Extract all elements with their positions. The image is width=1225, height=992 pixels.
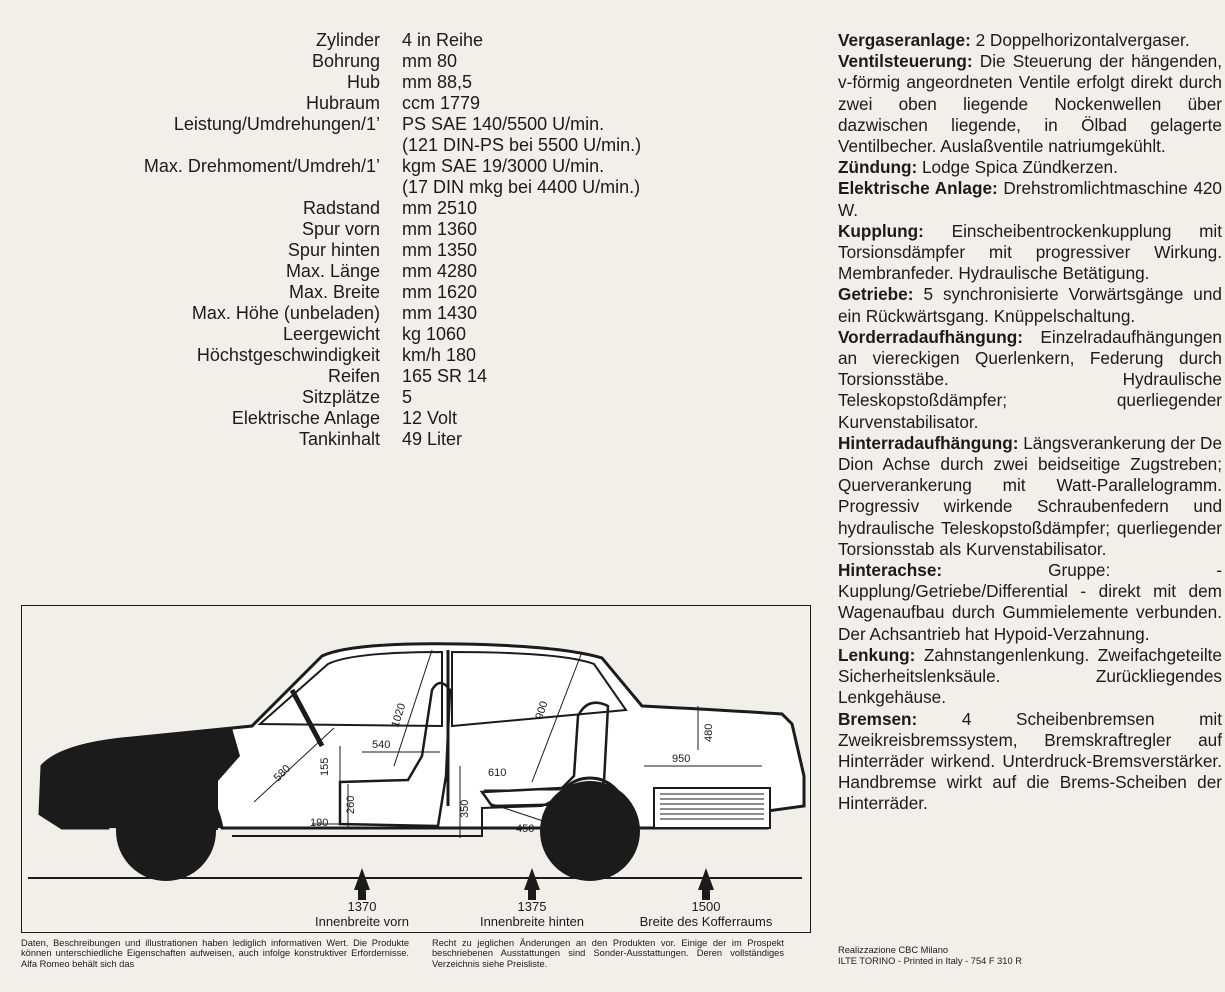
spec-row bbox=[0, 156, 800, 177]
tech-heading: Vergaseranlage: bbox=[838, 30, 971, 50]
spec-value: mm 88,5 bbox=[402, 72, 473, 92]
tech-text: Zahnstangenlenkung. Zweifachgeteilte Sicherheitslenksäule. Zurückliegendes Lenkgehäuse. bbox=[838, 644, 1222, 708]
marker-rear-width bbox=[462, 899, 602, 929]
tech-text: 4 Scheibenbremsen mit Zweikreisbremssystem, Bremskraftregler auf Hinterräder wirkend. Unterdruck-Bremsverstärker. Handbremse wirkt auf die Brems-Scheiben der Hinterräder. bbox=[838, 708, 1222, 814]
spec-value: (17 DIN mkg bei 4400 U/min.) bbox=[402, 177, 641, 197]
spec-value: mm 1350 bbox=[402, 240, 478, 260]
dim-900: 900 bbox=[533, 699, 551, 721]
tech-text: Einscheibentrockenkupplung mit Torsionsdämpfer mit progressiver Wirkung. Membranfeder. Hydraulische Betätigung. bbox=[838, 220, 1222, 284]
spec-row bbox=[0, 387, 800, 408]
tech-section bbox=[838, 284, 1222, 326]
spec-label: Radstand bbox=[302, 198, 380, 218]
tech-text: Drehstromlichtmaschine 420 W. bbox=[838, 178, 1222, 220]
tech-heading: Zündung: bbox=[838, 157, 918, 178]
spec-row bbox=[0, 408, 800, 429]
spec-value: mm 1430 bbox=[402, 303, 478, 323]
dim-480: 480 bbox=[703, 723, 715, 742]
dim-155: 155 bbox=[319, 757, 331, 776]
spec-value: km/h 180 bbox=[402, 345, 477, 365]
printer-line-2: ILTE TORINO - Printed in Italy - 754 F 310 R bbox=[838, 956, 1022, 966]
tech-section bbox=[838, 221, 1222, 285]
marker-front-width-value: 1370 bbox=[347, 899, 377, 914]
spec-row bbox=[0, 114, 800, 135]
tech-text: Einzelradaufhängungen an viereckigen Querlenkern, Federung durch Torsionsstäbe. Hydraulische Teleskopstoßdämpfer; querliegender Kurvenstabilisator. bbox=[838, 326, 1222, 432]
spec-label: Max. Höhe (unbeladen) bbox=[191, 303, 380, 323]
spec-row bbox=[0, 324, 800, 345]
tech-section bbox=[838, 433, 1222, 560]
dim-190: 190 bbox=[310, 817, 329, 829]
tech-heading: Ventilsteuerung: bbox=[838, 51, 973, 72]
marker-rear-width-value: 1375 bbox=[517, 899, 547, 914]
tech-heading: Bremsen: bbox=[838, 708, 918, 729]
arrow-innenbreite-hinten bbox=[524, 868, 540, 900]
spec-label: Max. Drehmoment/Umdreh/1’ bbox=[143, 156, 380, 176]
spec-label: Tankinhalt bbox=[298, 429, 380, 449]
footnote-printer bbox=[838, 945, 1138, 967]
tech-text: Längsverankerung der De Dion Achse durch zwei beidseitige Zugstreben; Querverankerung mit Watt-Parallelogramm. Progressiv wirkende Schraubenfedern und hydraulische Teleskopstoßdämpfer; querliegender Torsionsstab als Kurvenstabilisator. bbox=[838, 432, 1222, 559]
tech-section bbox=[838, 327, 1222, 433]
tech-section bbox=[838, 178, 1222, 220]
width-arrows bbox=[354, 868, 714, 900]
spec-value: (121 DIN-PS bei 5500 U/min.) bbox=[402, 135, 642, 155]
spec-label: Spur vorn bbox=[301, 219, 380, 239]
dim-950: 950 bbox=[672, 753, 691, 765]
footnote-rights: Recht zu jeglichen Änderungen an den Produkten vor. Einige der im Prospekt beschriebenen Ausstattungen sind Sonder-Ausstattungen. Deren vollständiges Verzeichnis siehe Preisliste. bbox=[432, 938, 784, 969]
dim-610: 610 bbox=[488, 767, 507, 779]
spec-row bbox=[0, 429, 800, 450]
front-wheel bbox=[116, 781, 216, 881]
spec-label: Reifen bbox=[327, 366, 380, 386]
spec-value: mm 1620 bbox=[402, 282, 478, 302]
spec-row bbox=[0, 366, 800, 387]
spec-value: 4 in Reihe bbox=[402, 30, 484, 50]
dim-580: 580 bbox=[271, 762, 294, 785]
spec-label: Max. Länge bbox=[285, 261, 380, 281]
technical-description bbox=[838, 30, 1222, 815]
spec-value: mm 2510 bbox=[402, 198, 478, 218]
spec-label: Sitzplätze bbox=[301, 387, 380, 407]
spec-row bbox=[0, 72, 800, 93]
spec-row bbox=[0, 345, 800, 366]
dim-350: 350 bbox=[459, 799, 471, 818]
spec-value: ccm 1779 bbox=[402, 93, 481, 113]
car-side-section-svg bbox=[22, 606, 810, 932]
spec-value: mm 80 bbox=[402, 51, 458, 71]
spec-value: 5 bbox=[402, 387, 413, 407]
spec-row bbox=[0, 219, 800, 240]
tech-heading: Hinterradaufhängung: bbox=[838, 432, 1019, 453]
spec-label: Leistung/Umdrehungen/1’ bbox=[173, 114, 380, 134]
spec-row bbox=[0, 261, 800, 282]
tech-section bbox=[838, 709, 1222, 815]
tech-text: 5 synchronisierte Vorwärtsgänge und ein Rückwärtsgang. Knüppelschaltung. bbox=[838, 284, 1222, 326]
spec-row bbox=[0, 135, 800, 156]
spec-label bbox=[0, 135, 402, 156]
car-dimension-drawing bbox=[21, 605, 811, 933]
spec-row bbox=[0, 282, 800, 303]
tech-section bbox=[838, 51, 1222, 157]
marker-front-width-label: Innenbreite vorn bbox=[315, 914, 409, 929]
dim-450: 450 bbox=[516, 823, 535, 835]
spec-label: Zylinder bbox=[315, 30, 380, 50]
tech-text: Die Steuerung der hängenden, v-förmig angeordneten Ventile erfolgt direkt durch zwei oben liegende Nockenwellen über dazwischen liegende, in Ölbad gelagerte Ventilbecher. Auslaßventile natriumgekühlt. bbox=[838, 51, 1222, 157]
spec-value: 12 Volt bbox=[402, 408, 458, 428]
tech-heading: Hinterachse: bbox=[838, 560, 943, 581]
tech-section bbox=[838, 560, 1222, 645]
spec-label: Max. Breite bbox=[288, 282, 380, 302]
tech-heading: Lenkung: bbox=[838, 644, 916, 665]
tech-text: Gruppe: - Kupplung/Getriebe/Differential - direkt mit dem Wagenaufbau durch Gummielemente verbunden. Der Achsantrieb hat Hypoid-Verzahnung. bbox=[838, 560, 1222, 644]
dim-540: 540 bbox=[372, 739, 391, 751]
tech-heading: Getriebe: bbox=[838, 284, 914, 305]
spec-label: Bohrung bbox=[311, 51, 380, 71]
arrow-innenbreite-vorn bbox=[354, 868, 370, 900]
spec-label: Hubraum bbox=[305, 93, 380, 113]
dim-260: 260 bbox=[345, 795, 357, 814]
tech-section bbox=[838, 645, 1222, 709]
spec-value: 49 Liter bbox=[402, 429, 463, 449]
spec-row bbox=[0, 177, 800, 198]
spec-label: Elektrische Anlage bbox=[231, 408, 380, 428]
spec-row bbox=[0, 93, 800, 114]
spec-value: mm 1360 bbox=[402, 219, 478, 239]
footnote-disclaimer: Daten, Beschreibungen und illustrationen haben lediglich informativen Wert. Die Produkte können unterschiedliche Eigenschaften aufweisen, auch infolge konstruktiver Erfordernisse. Alfa Romeo behält sich das bbox=[21, 938, 409, 969]
tech-heading: Kupplung: bbox=[838, 220, 924, 241]
spec-row bbox=[0, 303, 800, 324]
marker-trunk-width-value: 1500 bbox=[691, 899, 721, 914]
spec-label bbox=[0, 177, 402, 198]
spec-value: PS SAE 140/5500 U/min. bbox=[402, 114, 605, 134]
arrow-kofferraum bbox=[698, 868, 714, 900]
printer-line-1: Realizzazione CBC Milano bbox=[838, 945, 949, 955]
marker-trunk-width bbox=[622, 899, 790, 929]
spec-row bbox=[0, 240, 800, 261]
spec-label: Höchstgeschwindigkeit bbox=[196, 345, 380, 365]
marker-trunk-width-label: Breite des Kofferraums bbox=[639, 914, 773, 929]
tech-heading: Elektrische Anlage: bbox=[838, 178, 998, 199]
marker-rear-width-label: Innenbreite hinten bbox=[479, 914, 585, 929]
spec-row bbox=[0, 198, 800, 219]
spec-row bbox=[0, 51, 800, 72]
spec-label: Hub bbox=[346, 72, 380, 92]
spec-value: kgm SAE 19/3000 U/min. bbox=[402, 156, 605, 176]
tech-section bbox=[838, 30, 1222, 51]
tech-text: Lodge Spica Zündkerzen. bbox=[917, 157, 1118, 178]
spec-label: Leergewicht bbox=[282, 324, 380, 344]
tech-heading: Vorderradaufhängung: bbox=[838, 326, 1023, 347]
tech-section bbox=[838, 157, 1222, 178]
marker-front-width bbox=[296, 899, 428, 929]
dim-1020: 1020 bbox=[389, 701, 409, 729]
spec-value: kg 1060 bbox=[402, 324, 467, 344]
spec-table bbox=[0, 30, 800, 450]
spec-row bbox=[0, 30, 800, 51]
spec-value: 165 SR 14 bbox=[402, 366, 488, 386]
tech-text: 2 Doppelhorizontalvergaser. bbox=[970, 30, 1190, 50]
spec-label: Spur hinten bbox=[287, 240, 380, 260]
spec-value: mm 4280 bbox=[402, 261, 478, 281]
